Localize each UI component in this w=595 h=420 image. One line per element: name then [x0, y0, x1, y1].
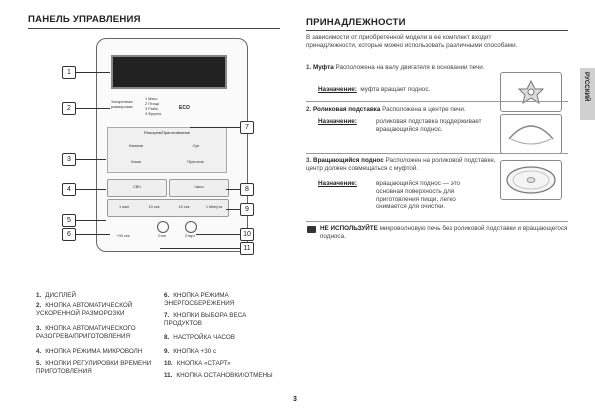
left-title-rule — [28, 28, 280, 29]
auto-item-4[interactable]: Приготов. — [187, 160, 205, 164]
accessory-2-label: Назначение: — [318, 118, 357, 125]
leader-9 — [226, 209, 240, 210]
auto-item-1[interactable]: Напитки — [128, 144, 144, 148]
callout-10: 10 — [240, 228, 254, 241]
legend-item-5: 5. КНОПКИ РЕГУЛИРОВКИ ВРЕМЕНИ ПРИГОТОВЛЕНИЯ — [36, 360, 152, 375]
leader-7 — [190, 127, 240, 128]
leader-6 — [76, 234, 110, 235]
legend-item-11: 11. КНОПКА ОСТАНОВКИ/ОТМЕНЫ — [164, 372, 273, 379]
roller-ring-image — [500, 114, 562, 154]
time-buttons-row[interactable]: 1 мин 10 сек 15 сек 1 Минута — [107, 199, 229, 217]
leader-5 — [76, 220, 106, 221]
start-button[interactable]: Старт — [181, 221, 199, 241]
callout-3: 3 — [62, 153, 76, 166]
leader-10 — [196, 234, 240, 235]
legend-item-1: 1. ДИСПЛЕЙ — [36, 292, 76, 299]
right-title: ПРИНАДЛЕЖНОСТИ — [306, 17, 406, 28]
legend-item-4: 4. КНОПКА РЕЖИМА МИКРОВОЛН — [36, 348, 143, 355]
legend-item-10: 10. КНОПКА «СТАРТ» — [164, 360, 231, 367]
note-icon — [307, 226, 316, 233]
warning-note: НЕ ИСПОЛЬЗУЙТЕ микроволновую печь без роликовой подставки и вращающегося подноса. — [320, 225, 568, 240]
accessory-3-purpose: вращающийся поднос — это основная поверхность для приготовления пищи, легко снимается для очистки. — [376, 180, 461, 211]
callout-5: 5 — [62, 214, 76, 227]
callout-1: 1 — [62, 66, 76, 79]
accessory-1-purpose: Назначение: муфта вращает поднос. — [318, 86, 431, 93]
legend-item-6: 6. КНОПКА РЕЖИМА ЭНЕРГОСБЕРЕЖЕНИЯ — [164, 292, 235, 307]
control-panel-illustration — [96, 38, 248, 252]
turntable-image — [500, 160, 562, 200]
auto-item-3[interactable]: Каша — [131, 160, 141, 164]
microwave-button[interactable]: СВЧ — [107, 179, 167, 197]
callout-6: 6 — [62, 228, 76, 241]
divider-1 — [306, 101, 568, 102]
legend-item-2: 2. КНОПКА АВТОМАТИЧЕСКОЙ УСКОРЕННОЙ РАЗМОРОЗКИ — [36, 302, 133, 317]
legend-item-9: 9. КНОПКА +30 с — [164, 348, 217, 355]
divider-3 — [306, 221, 568, 222]
page-number: 3 — [293, 396, 297, 403]
leader-2 — [76, 108, 110, 109]
callout-4: 4 — [62, 183, 76, 196]
auto-item-2[interactable]: Суп — [192, 144, 200, 148]
leader-11 — [160, 248, 240, 249]
accessories-intro: В зависимости от приобретенной модели в ее комплект входит принадлежности, которые можно использовать различными способами. — [306, 34, 518, 49]
callout-8: 8 — [240, 183, 254, 196]
eco-label: ECO — [179, 105, 190, 111]
plus30-button[interactable]: +30 сек — [116, 234, 130, 238]
clock-button[interactable]: Часы — [169, 179, 229, 197]
autodefrost-label: Ускоренная разморозка — [111, 99, 133, 109]
auto-cook-box: Разогрев/Приготовление Напитки Суп Каша Приготов. — [107, 127, 227, 173]
leader-1 — [76, 72, 110, 73]
stop-button[interactable]: Стоп — [153, 221, 171, 241]
accessory-1-text: 1. Муфта Расположена на валу двигателя в основании печи. — [306, 64, 485, 71]
callout-9: 9 — [240, 203, 254, 216]
language-side-tab-label: РУССКИЙ — [583, 72, 590, 102]
accessory-3-label: Назначение: — [318, 180, 357, 187]
leader-4 — [76, 189, 106, 190]
callout-2: 2 — [62, 102, 76, 115]
display-window — [111, 55, 227, 89]
accessory-2-text: 2. Роликовая подставка Расположена в центре печи. — [306, 106, 466, 113]
legend-item-3: 3. КНОПКА АВТОМАТИЧЕСКОГО РАЗОГРЕВА/ПРИГОТОВЛЕНИЯ — [36, 325, 136, 340]
accessory-3-text: 3. Вращающийся поднос Расположен на роликовой подставке, центр должен совмещаться с муфтой. — [306, 157, 496, 172]
legend-item-8: 8. НАСТРОЙКА ЧАСОВ — [164, 334, 235, 341]
accessory-2-purpose: роликовая подставка поддерживает вращающийся поднос. — [376, 118, 482, 133]
leader-3 — [76, 159, 106, 160]
left-title: ПАНЕЛЬ УПРАВЛЕНИЯ — [28, 14, 141, 25]
divider-2 — [306, 153, 568, 154]
callout-7: 7 — [240, 121, 254, 134]
coupler-image — [500, 72, 562, 112]
right-title-rule — [306, 30, 568, 31]
callout-11: 11 — [240, 242, 254, 255]
legend-item-7: 7. КНОПКИ ВЫБОРА ВЕСА ПРОДУКТОВ — [164, 312, 247, 327]
leader-8 — [226, 189, 240, 190]
defrost-options: 1 Мясо 2 Птица 3 Рыба 4 Фрукты — [145, 97, 162, 116]
